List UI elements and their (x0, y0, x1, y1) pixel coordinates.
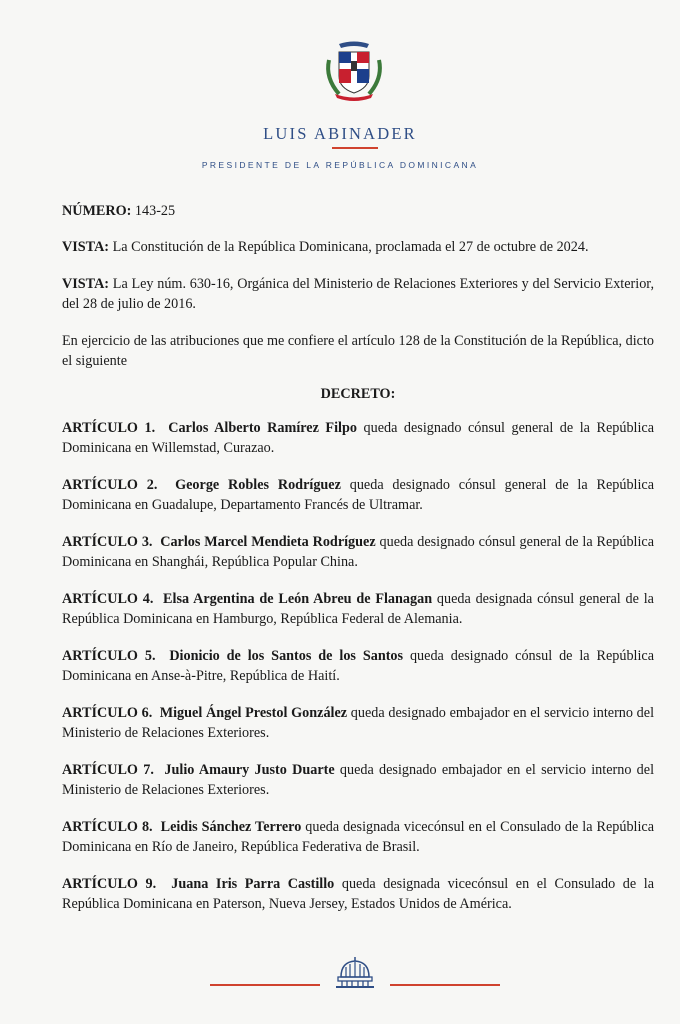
article-label: ARTÍCULO 9. (62, 876, 157, 892)
office-holder-name: LUIS ABINADER (263, 124, 417, 143)
article-person-name: Dionicio de los Santos de los Santos (169, 648, 404, 664)
article-text: queda designado cónsul de la República Dominicana en Anse-à-Pitre, República de Haití. (62, 648, 655, 684)
article-text: queda designado embajador en el servicio interno del Ministerio de Relaciones Exteriores. (62, 705, 655, 741)
article-label: ARTÍCULO 2. (62, 477, 158, 493)
article-label: ARTÍCULO 4. (62, 591, 154, 607)
article-3 (62, 532, 654, 572)
vista-text: La Ley núm. 630-16, Orgánica del Ministerio de Relaciones Exteriores y del Servicio Exterior, del 28 de julio de 2016. (62, 276, 654, 312)
article-text: queda designado cónsul general de la República Dominicana en Willemstad, Curazao. (62, 420, 655, 456)
article-text: queda designada cónsul general de la República Dominicana en Hamburgo, República Federal de Alemania. (62, 591, 654, 627)
footer-rule-left (210, 984, 320, 986)
article-person-name: Juana Iris Parra Castillo (171, 876, 335, 892)
vista-constitution (62, 237, 654, 257)
decree-number-label: NÚMERO: (62, 203, 132, 219)
article-label: ARTÍCULO 5. (62, 648, 156, 664)
article-label: ARTÍCULO 6. (62, 705, 153, 721)
name-underline (332, 147, 378, 149)
vista-label: VISTA: (62, 276, 110, 292)
article-1 (62, 418, 654, 458)
decree-number (62, 201, 654, 221)
palace-dome-icon (333, 955, 377, 989)
article-6 (62, 703, 654, 743)
article-person-name: George Robles Rodríguez (175, 477, 341, 493)
article-7 (62, 760, 654, 800)
article-label: ARTÍCULO 1. (62, 420, 156, 436)
vista-text: La Constitución de la República Dominicana, proclamada el 27 de octubre de 2024. (112, 239, 589, 255)
article-9 (62, 874, 654, 914)
article-4 (62, 589, 654, 629)
article-text: queda designada vicecónsul en el Consulado de la República Dominicana en Río de Janeiro, República Federativa de Brasil. (62, 819, 655, 855)
article-5 (62, 646, 654, 686)
article-person-name: Julio Amaury Justo Duarte (164, 762, 335, 778)
exercise-clause: En ejercicio de las atribuciones que me confiere el artículo 128 de la Constitución de la República, dicto el siguiente (62, 333, 654, 369)
decree-number-value: 143-25 (134, 203, 176, 219)
decree-body (62, 201, 654, 931)
article-label: ARTÍCULO 7. (62, 762, 154, 778)
article-label: ARTÍCULO 3. (62, 534, 153, 550)
article-person-name: Miguel Ángel Prestol González (159, 705, 348, 721)
article-8 (62, 817, 654, 857)
footer-rule-right (390, 984, 500, 986)
article-person-name: Carlos Alberto Ramírez Filpo (168, 420, 357, 436)
article-text: queda designada vicecónsul en el Consulado de la República Dominicana en Paterson, Nueva Jersey, Estados Unidos de América. (62, 876, 655, 912)
decree-heading: DECRETO: (320, 386, 396, 402)
article-label: ARTÍCULO 8. (62, 819, 153, 835)
office-holder-title: PRESIDENTE DE LA REPÚBLICA DOMINICANA (201, 160, 479, 170)
article-person-name: Elsa Argentina de León Abreu de Flanagan (163, 591, 433, 607)
article-2 (62, 475, 654, 515)
article-person-name: Leidis Sánchez Terrero (160, 819, 302, 835)
vista-law (62, 274, 654, 314)
article-person-name: Carlos Marcel Mendieta Rodríguez (160, 534, 376, 550)
article-text: queda designado cónsul general de la República Dominicana en Shanghái, República Popular China. (62, 534, 655, 570)
coat-of-arms-icon (321, 38, 387, 102)
article-text: queda designado embajador en el servicio interno del Ministerio de Relaciones Exteriores. (62, 762, 655, 798)
article-text: queda designado cónsul general de la República Dominicana en Guadalupe, Departamento Francés de Ultramar. (62, 477, 655, 513)
vista-label: VISTA: (62, 239, 110, 255)
